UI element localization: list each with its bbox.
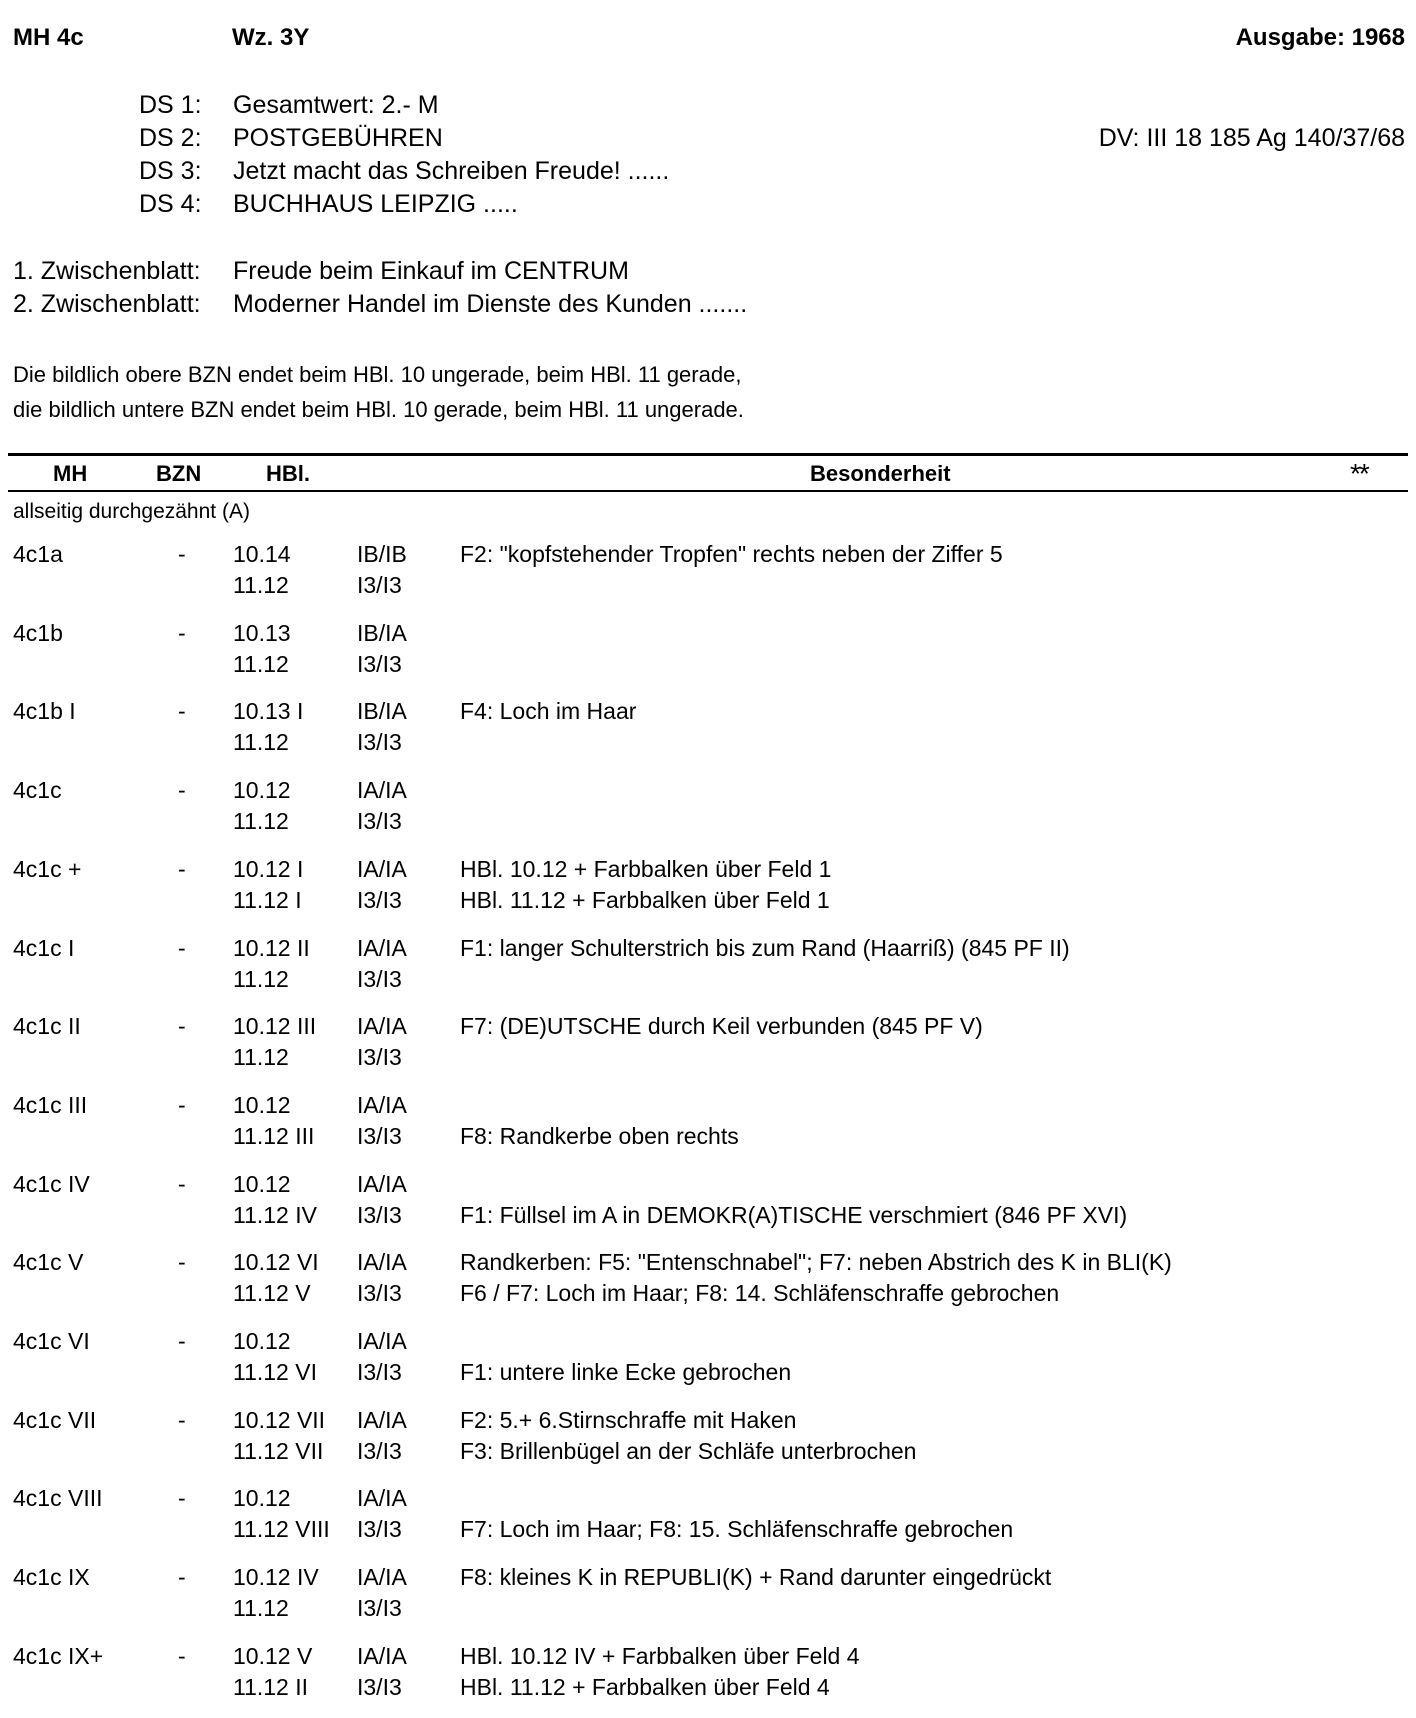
row-format: I3/I3: [357, 1280, 402, 1306]
row-format: IA/IA: [357, 1643, 407, 1669]
zwischenblatt-text: Freude beim Einkauf im CENTRUM: [233, 257, 629, 285]
row-mh: 4c1c VI: [13, 1328, 90, 1354]
row-hbl: 11.12: [233, 651, 289, 677]
row-mh: 4c1c VIII: [13, 1485, 103, 1511]
row-bzn: -: [178, 1564, 186, 1590]
row-format: I3/I3: [357, 729, 402, 755]
row-hbl: 10.12: [233, 1171, 291, 1197]
row-hbl: 10.13 I: [233, 698, 304, 724]
row-besonderheit: F7: Loch im Haar; F8: 15. Schläfenschraffe gebrochen: [460, 1516, 1014, 1542]
row-format: I3/I3: [357, 1674, 402, 1700]
row-hbl: 10.14: [233, 541, 291, 567]
row-mh: 4c1c I: [13, 935, 75, 961]
row-hbl: 10.12 VII: [233, 1407, 326, 1433]
row-mh: 4c1c +: [13, 856, 82, 882]
row-bzn: -: [178, 1328, 186, 1354]
dv-number: DV: III 18 185 Ag 140/37/68: [1098, 124, 1405, 152]
row-hbl: 10.12: [233, 1092, 291, 1118]
ausgabe-title: Ausgabe: 1968: [1235, 24, 1405, 51]
row-hbl: 10.12 IV: [233, 1564, 319, 1590]
row-hbl: 10.12: [233, 777, 291, 803]
row-besonderheit: HBl. 10.12 + Farbbalken über Feld 1: [460, 856, 832, 882]
row-hbl: 10.12 VI: [233, 1249, 319, 1275]
row-format: I3/I3: [357, 1595, 402, 1621]
row-hbl: 11.12: [233, 966, 289, 992]
row-hbl: 11.12 VI: [233, 1359, 317, 1385]
ds-text: Jetzt macht das Schreiben Freude! ......: [233, 157, 670, 185]
row-mh: 4c1c VII: [13, 1407, 97, 1433]
row-format: IB/IB: [357, 541, 407, 567]
row-hbl: 10.12 I: [233, 856, 304, 882]
row-hbl: 11.12 I: [233, 887, 302, 913]
row-format: IA/IA: [357, 1013, 407, 1039]
row-format: I3/I3: [357, 572, 402, 598]
row-bzn: -: [178, 1485, 186, 1511]
row-hbl: 11.12 IV: [233, 1202, 317, 1228]
note-line: Die bildlich obere BZN endet beim HBl. 10 ungerade, beim HBl. 11 gerade,: [13, 362, 742, 387]
row-format: I3/I3: [357, 1359, 402, 1385]
row-format: I3/I3: [357, 1438, 402, 1464]
row-mh: 4c1c III: [13, 1092, 88, 1118]
row-besonderheit: F6 / F7: Loch im Haar; F8: 14. Schläfenschraffe gebrochen: [460, 1280, 1060, 1306]
row-bzn: -: [178, 541, 186, 567]
row-besonderheit: F3: Brillenbügel an der Schläfe unterbrochen: [460, 1438, 917, 1464]
section-label: allseitig durchgezähnt (A): [13, 500, 250, 523]
row-mh: 4c1c IV: [13, 1171, 90, 1197]
row-format: IA/IA: [357, 777, 407, 803]
row-mh: 4c1a: [13, 541, 63, 567]
row-bzn: -: [178, 935, 186, 961]
row-format: I3/I3: [357, 1044, 402, 1070]
row-besonderheit: F4: Loch im Haar: [460, 698, 637, 724]
column-header-stars: **: [1350, 458, 1368, 489]
row-besonderheit: F1: Füllsel im A in DEMOKR(A)TISCHE verschmiert (846 PF XVI): [460, 1202, 1128, 1228]
row-bzn: -: [178, 1171, 186, 1197]
row-hbl: 11.12 III: [233, 1123, 315, 1149]
table-header-rule: [8, 490, 1408, 492]
row-hbl: 10.12: [233, 1328, 291, 1354]
row-bzn: -: [178, 1013, 186, 1039]
row-hbl: 11.12 II: [233, 1674, 309, 1700]
row-mh: 4c1b I: [13, 698, 76, 724]
row-besonderheit: HBl. 11.12 + Farbbalken über Feld 4: [460, 1674, 830, 1700]
row-hbl: 11.12: [233, 1595, 289, 1621]
row-format: I3/I3: [357, 1202, 402, 1228]
row-bzn: -: [178, 777, 186, 803]
row-besonderheit: F8: kleines K in REPUBLI(K) + Rand darunter eingedrückt: [460, 1564, 1052, 1590]
column-header-bzn: BZN: [156, 461, 202, 486]
row-bzn: -: [178, 698, 186, 724]
row-format: I3/I3: [357, 651, 402, 677]
table-top-rule: [8, 453, 1408, 456]
zwischenblatt-text: Moderner Handel im Dienste des Kunden .......: [233, 290, 748, 318]
row-hbl: 10.12 V: [233, 1643, 313, 1669]
row-format: I3/I3: [357, 1516, 402, 1542]
ds-text: BUCHHAUS LEIPZIG .....: [233, 190, 518, 218]
row-besonderheit: F1: langer Schulterstrich bis zum Rand (Haarriß) (845 PF II): [460, 935, 1070, 961]
row-mh: 4c1c V: [13, 1249, 84, 1275]
row-bzn: -: [178, 1643, 186, 1669]
row-hbl: 11.12 VII: [233, 1438, 324, 1464]
row-format: IA/IA: [357, 856, 407, 882]
row-format: I3/I3: [357, 887, 402, 913]
wz-title: Wz. 3Y: [232, 24, 310, 51]
row-mh: 4c1c IX: [13, 1564, 90, 1590]
ds-text: Gesamtwert: 2.- M: [233, 91, 439, 119]
ds-label: DS 4:: [139, 190, 202, 218]
row-besonderheit: HBl. 10.12 IV + Farbbalken über Feld 4: [460, 1643, 860, 1669]
row-mh: 4c1c II: [13, 1013, 81, 1039]
row-format: IA/IA: [357, 1171, 407, 1197]
row-besonderheit: HBl. 11.12 + Farbbalken über Feld 1: [460, 887, 830, 913]
row-hbl: 10.12 II: [233, 935, 310, 961]
ds-label: DS 2:: [139, 124, 202, 152]
row-format: IA/IA: [357, 935, 407, 961]
row-besonderheit: F1: untere linke Ecke gebrochen: [460, 1359, 792, 1385]
row-format: IA/IA: [357, 1564, 407, 1590]
row-format: IB/IA: [357, 620, 407, 646]
ds-text: POSTGEBÜHREN: [233, 124, 443, 152]
ds-label: DS 3:: [139, 157, 202, 185]
row-hbl: 11.12: [233, 729, 289, 755]
row-bzn: -: [178, 620, 186, 646]
row-hbl: 11.12: [233, 1044, 289, 1070]
zwischenblatt-label: 2. Zwischenblatt:: [13, 290, 201, 318]
column-header-hbl: HBl.: [266, 461, 310, 486]
row-hbl: 11.12 V: [233, 1280, 311, 1306]
row-format: IB/IA: [357, 698, 407, 724]
row-hbl: 11.12: [233, 572, 289, 598]
row-mh: 4c1c IX+: [13, 1643, 104, 1669]
row-besonderheit: Randkerben: F5: "Entenschnabel"; F7: neben Abstrich des K in BLI(K): [460, 1249, 1172, 1275]
row-format: I3/I3: [357, 808, 402, 834]
row-besonderheit: F2: 5.+ 6.Stirnschraffe mit Haken: [460, 1407, 797, 1433]
row-format: I3/I3: [357, 1123, 402, 1149]
row-bzn: -: [178, 1092, 186, 1118]
row-hbl: 10.12: [233, 1485, 291, 1511]
row-format: I3/I3: [357, 966, 402, 992]
row-format: IA/IA: [357, 1249, 407, 1275]
row-hbl: 11.12 VIII: [233, 1516, 330, 1542]
column-header-mh: MH: [53, 461, 88, 486]
row-mh: 4c1c: [13, 777, 62, 803]
row-hbl: 10.13: [233, 620, 291, 646]
mh-title: MH 4c: [13, 24, 84, 51]
row-format: IA/IA: [357, 1407, 407, 1433]
row-mh: 4c1b: [13, 620, 63, 646]
row-hbl: 11.12: [233, 808, 289, 834]
row-besonderheit: F8: Randkerbe oben rechts: [460, 1123, 739, 1149]
column-header-besonderheit: Besonderheit: [810, 461, 951, 486]
row-besonderheit: F2: "kopfstehender Tropfen" rechts neben der Ziffer 5: [460, 541, 1003, 567]
row-bzn: -: [178, 1407, 186, 1433]
ds-label: DS 1:: [139, 91, 202, 119]
row-format: IA/IA: [357, 1328, 407, 1354]
zwischenblatt-label: 1. Zwischenblatt:: [13, 257, 201, 285]
row-bzn: -: [178, 1249, 186, 1275]
row-format: IA/IA: [357, 1485, 407, 1511]
note-line: die bildlich untere BZN endet beim HBl. 10 gerade, beim HBl. 11 ungerade.: [13, 397, 744, 422]
row-hbl: 10.12 III: [233, 1013, 317, 1039]
row-format: IA/IA: [357, 1092, 407, 1118]
row-bzn: -: [178, 856, 186, 882]
row-besonderheit: F7: (DE)UTSCHE durch Keil verbunden (845 PF V): [460, 1013, 983, 1039]
